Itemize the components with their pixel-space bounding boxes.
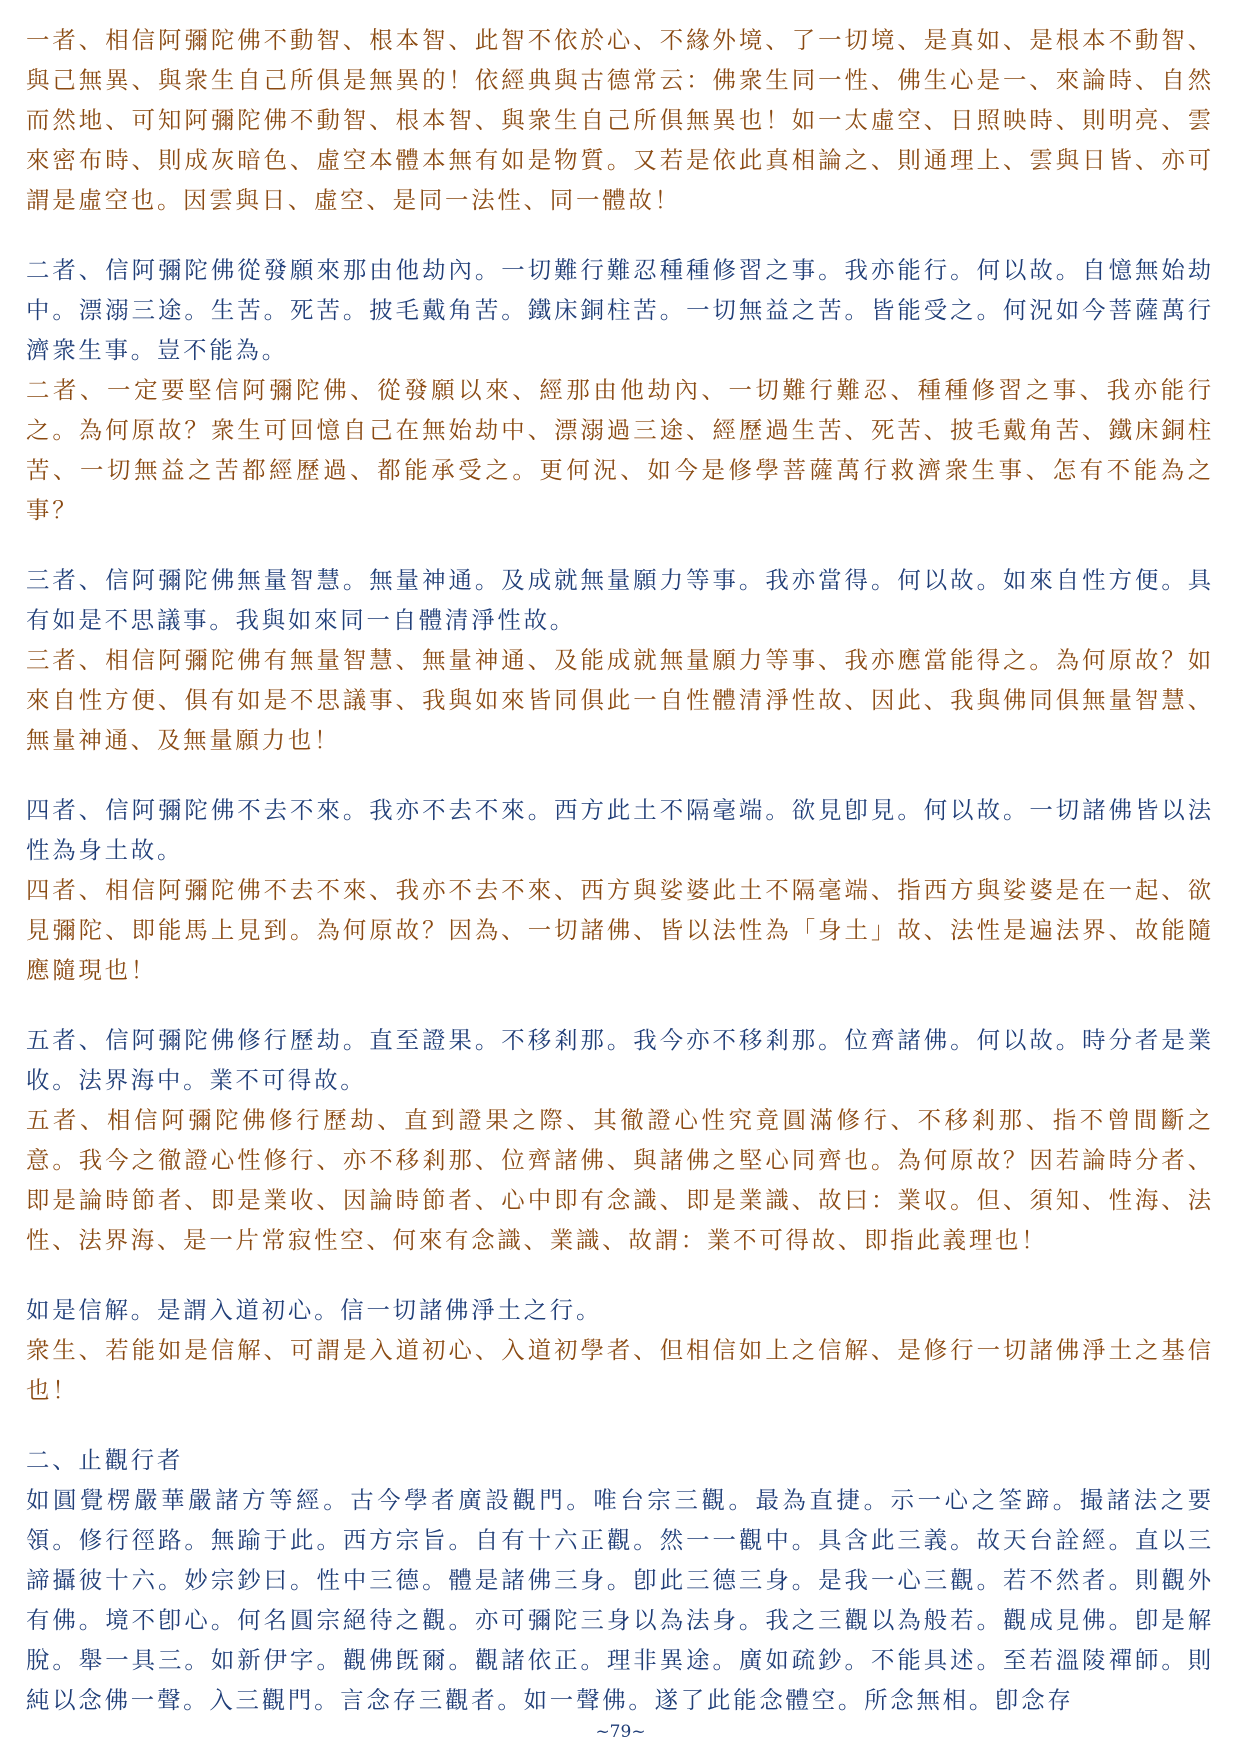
page-number: ~79~ — [595, 1722, 646, 1742]
paragraph-gap — [26, 1260, 1214, 1290]
paragraph-second-explanation: 二者、一定要堅信阿彌陀佛、從發願以來、經那由他劫內、一切難行難忍、種種修習之事、我亦能行之。為何原故？衆生可回憶自己在無始劫中、漂溺過三途、經歷過生苦、死苦、披毛戴角苦、鐵床銅柱苦、一切無益之苦都經歷過、都能承受之。更何況、如今是修學菩薩萬行救濟衆生事、怎有不能為之事？ — [26, 376, 1214, 524]
paragraph-gap — [26, 760, 1214, 790]
paragraph-gap — [26, 990, 1214, 1020]
paragraph-gap — [26, 220, 1214, 250]
paragraph-gap — [26, 530, 1214, 560]
paragraph-fifth-explanation: 五者、相信阿彌陀佛修行歷劫、直到證果之際、其徹證心性究竟圓滿修行、不移剎那、指不曾間斷之意。我今之徹證心性修行、亦不移剎那、位齊諸佛、與諸佛之堅心同齊也。為何原故？因若論時分者、即是論時節者、即是業收、因論時節者、心中即有念識、即是業識、故曰：業収。但、須知、性海、法性、法界海、是一片常寂性空、何來有念識、業識、故謂：業不可得故、即指此義理也！ — [26, 1106, 1214, 1254]
paragraph-fourth-explanation: 四者、相信阿彌陀佛不去不來、我亦不去不來、西方與娑婆此土不隔毫端、指西方與娑婆是在一起、欲見彌陀、即能馬上見到。為何原故？因為、一切諸佛、皆以法性為「身土」故、法性是遍法界、故能隨應隨現也！ — [26, 876, 1214, 984]
paragraph-fifth-original: 五者、信阿彌陀佛修行歷劫。直至證果。不移剎那。我今亦不移剎那。位齊諸佛。何以故。時分者是業收。法界海中。業不可得故。 — [26, 1026, 1214, 1094]
paragraph-third-explanation: 三者、相信阿彌陀佛有無量智慧、無量神通、及能成就無量願力等事、我亦應當能得之。為何原故？如來自性方便、俱有如是不思議事、我與如來皆同俱此一自性體清淨性故、因此、我與佛同俱無量智慧、無量神通、及無量願力也！ — [26, 646, 1214, 754]
paragraph-third-original: 三者、信阿彌陀佛無量智慧。無量神通。及成就無量願力等事。我亦當得。何以故。如來自性方便。具有如是不思議事。我與如來同一自體清淨性故。 — [26, 566, 1214, 634]
paragraph-first-explanation: 一者、相信阿彌陀佛不動智、根本智、此智不依於心、不緣外境、了一切境、是真如、是根本不動智、與己無異、與衆生自己所俱是無異的！依經典與古德常云：佛衆生同一性、佛生心是一、來論時、自然而然地、可知阿彌陀佛不動智、根本智、與衆生自己所俱無異也！如一太虛空、日照映時、則明亮、雲來密布時、則成灰暗色、虛空本體本無有如是物質。又若是依此真相論之、則通理上、雲與日皆、亦可謂是虛空也。因雲與日、虛空、是同一法性、同一體故！ — [26, 26, 1214, 214]
paragraph-summary-explanation: 衆生、若能如是信解、可謂是入道初心、入道初學者、但相信如上之信解、是修行一切諸佛淨土之基信也！ — [26, 1336, 1214, 1404]
section-heading: 二、止觀行者 — [26, 1446, 184, 1474]
paragraph-second-original: 二者、信阿彌陀佛從發願來那由他劫內。一切難行難忍種種修習之事。我亦能行。何以故。自憶無始劫中。漂溺三途。生苦。死苦。披毛戴角苦。鐵床銅柱苦。一切無益之苦。皆能受之。何況如今菩薩萬行濟衆生事。豈不能為。 — [26, 256, 1214, 364]
paragraph-summary-original: 如是信解。是謂入道初心。信一切諸佛淨土之行。 — [26, 1296, 603, 1324]
paragraph-fourth-original: 四者、信阿彌陀佛不去不來。我亦不去不來。西方此土不隔毫端。欲見卽見。何以故。一切諸佛皆以法性為身土故。 — [26, 796, 1214, 864]
paragraph-section-original: 如圓覺楞嚴華嚴諸方等經。古今學者廣設觀門。唯台宗三觀。最為直捷。示一心之筌蹄。撮諸法之要領。修行徑路。無踰于此。西方宗旨。自有十六正觀。然一一觀中。具含此三義。故天台詮經。直以三諦攝彼十六。妙宗鈔曰。性中三德。體是諸佛三身。卽此三德三身。是我一心三觀。若不然者。則觀外有佛。境不卽心。何名圓宗絕待之觀。亦可彌陀三身以為法身。我之三觀以為般若。觀成見佛。卽是解脫。舉一具三。如新伊字。觀佛旣爾。觀諸依正。理非異途。廣如疏鈔。不能具述。至若溫陵禪師。則純以念佛一聲。入三觀門。言念存三觀者。如一聲佛。遂了此能念體空。所念無相。卽念存 — [26, 1486, 1214, 1714]
document-body — [26, 20, 1214, 1720]
paragraph-gap — [26, 1410, 1214, 1440]
